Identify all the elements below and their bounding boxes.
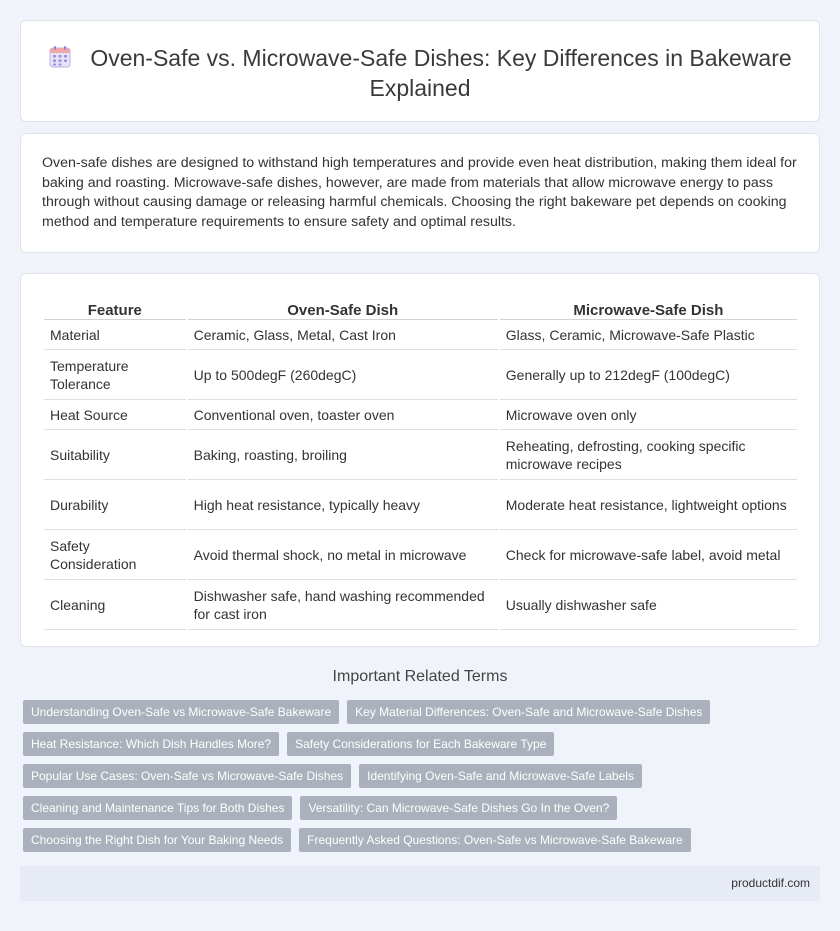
header-microwave-safe: Microwave-Safe Dish [500,296,797,320]
table-row [44,430,797,480]
oven-safe-cell: Avoid thermal shock, no metal in microwave [188,530,498,580]
oven-safe-cell: Ceramic, Glass, Metal, Cast Iron [188,320,498,350]
table-header-row [44,296,797,320]
oven-safe-cell: Baking, roasting, broiling [188,430,498,480]
microwave-safe-cell: Microwave oven only [500,400,797,430]
comparison-table [42,296,799,630]
table-row [44,530,797,580]
microwave-safe-cell: Reheating, defrosting, cooking specific microwave recipes [500,430,797,480]
comparison-card [20,273,820,647]
tag-row [23,732,813,756]
related-terms-list [23,700,813,860]
table-row [44,350,797,400]
table-row [44,480,797,530]
intro-paragraph: Oven-safe dishes are designed to withstand high temperatures and provide even heat distribution, making them ideal for baking and roasting. Microwave-safe dishes, however, are made from materials that allow microwave energy to pass through without causing damage or releasing harmful chemicals. Choosing the right bakeware pet depends on cooking method and temperature requirements to ensure safety and optimal results. [42,155,797,230]
oven-safe-cell: Dishwasher safe, hand washing recommended for cast iron [188,580,498,630]
tag-row [23,828,813,852]
related-term-tag[interactable]: Safety Considerations for Each Bakeware Type [287,732,554,756]
header-oven-safe: Oven-Safe Dish [188,296,498,320]
related-term-tag[interactable]: Versatility: Can Microwave-Safe Dishes Go In the Oven? [300,796,617,820]
related-term-tag[interactable]: Popular Use Cases: Oven-Safe vs Microwave-Safe Dishes [23,764,351,788]
related-terms-title: Important Related Terms [332,668,508,685]
table-row [44,400,797,430]
related-term-tag[interactable]: Choosing the Right Dish for Your Baking Needs [23,828,291,852]
table-row [44,320,797,350]
footer [20,866,820,901]
related-term-tag[interactable]: Cleaning and Maintenance Tips for Both Dishes [23,796,292,820]
feature-cell: Safety Consideration [44,530,186,580]
microwave-safe-cell: Glass, Ceramic, Microwave-Safe Plastic [500,320,797,350]
related-term-tag[interactable]: Frequently Asked Questions: Oven-Safe vs Microwave-Safe Bakeware [299,828,691,852]
oven-safe-cell: Up to 500degF (260degC) [188,350,498,400]
tag-row [23,764,813,788]
footer-site-link[interactable]: productdif.com [731,876,810,890]
tag-row [23,700,813,724]
tag-row [23,796,813,820]
page-title-wrap [21,43,819,103]
related-term-tag[interactable]: Understanding Oven-Safe vs Microwave-Safe Bakeware [23,700,339,724]
feature-cell: Cleaning [44,580,186,630]
feature-cell: Temperature Tolerance [44,350,186,400]
feature-cell: Durability [44,480,186,530]
feature-cell: Material [44,320,186,350]
microwave-safe-cell: Generally up to 212degF (100degC) [500,350,797,400]
oven-safe-cell: High heat resistance, typically heavy [188,480,498,530]
feature-cell: Heat Source [44,400,186,430]
related-term-tag[interactable]: Key Material Differences: Oven-Safe and Microwave-Safe Dishes [347,700,710,724]
calendar-icon [48,45,72,69]
microwave-safe-cell: Check for microwave-safe label, avoid metal [500,530,797,580]
table-row [44,580,797,630]
header-feature: Feature [44,296,186,320]
feature-cell: Suitability [44,430,186,480]
page-title: Oven-Safe vs. Microwave-Safe Dishes: Key Differences in Bakeware Explained [90,45,792,101]
related-term-tag[interactable]: Heat Resistance: Which Dish Handles More? [23,732,279,756]
microwave-safe-cell: Usually dishwasher safe [500,580,797,630]
oven-safe-cell: Conventional oven, toaster oven [188,400,498,430]
related-term-tag[interactable]: Identifying Oven-Safe and Microwave-Safe Labels [359,764,642,788]
title-card [20,20,820,122]
microwave-safe-cell: Moderate heat resistance, lightweight options [500,480,797,530]
intro-card [20,133,820,253]
